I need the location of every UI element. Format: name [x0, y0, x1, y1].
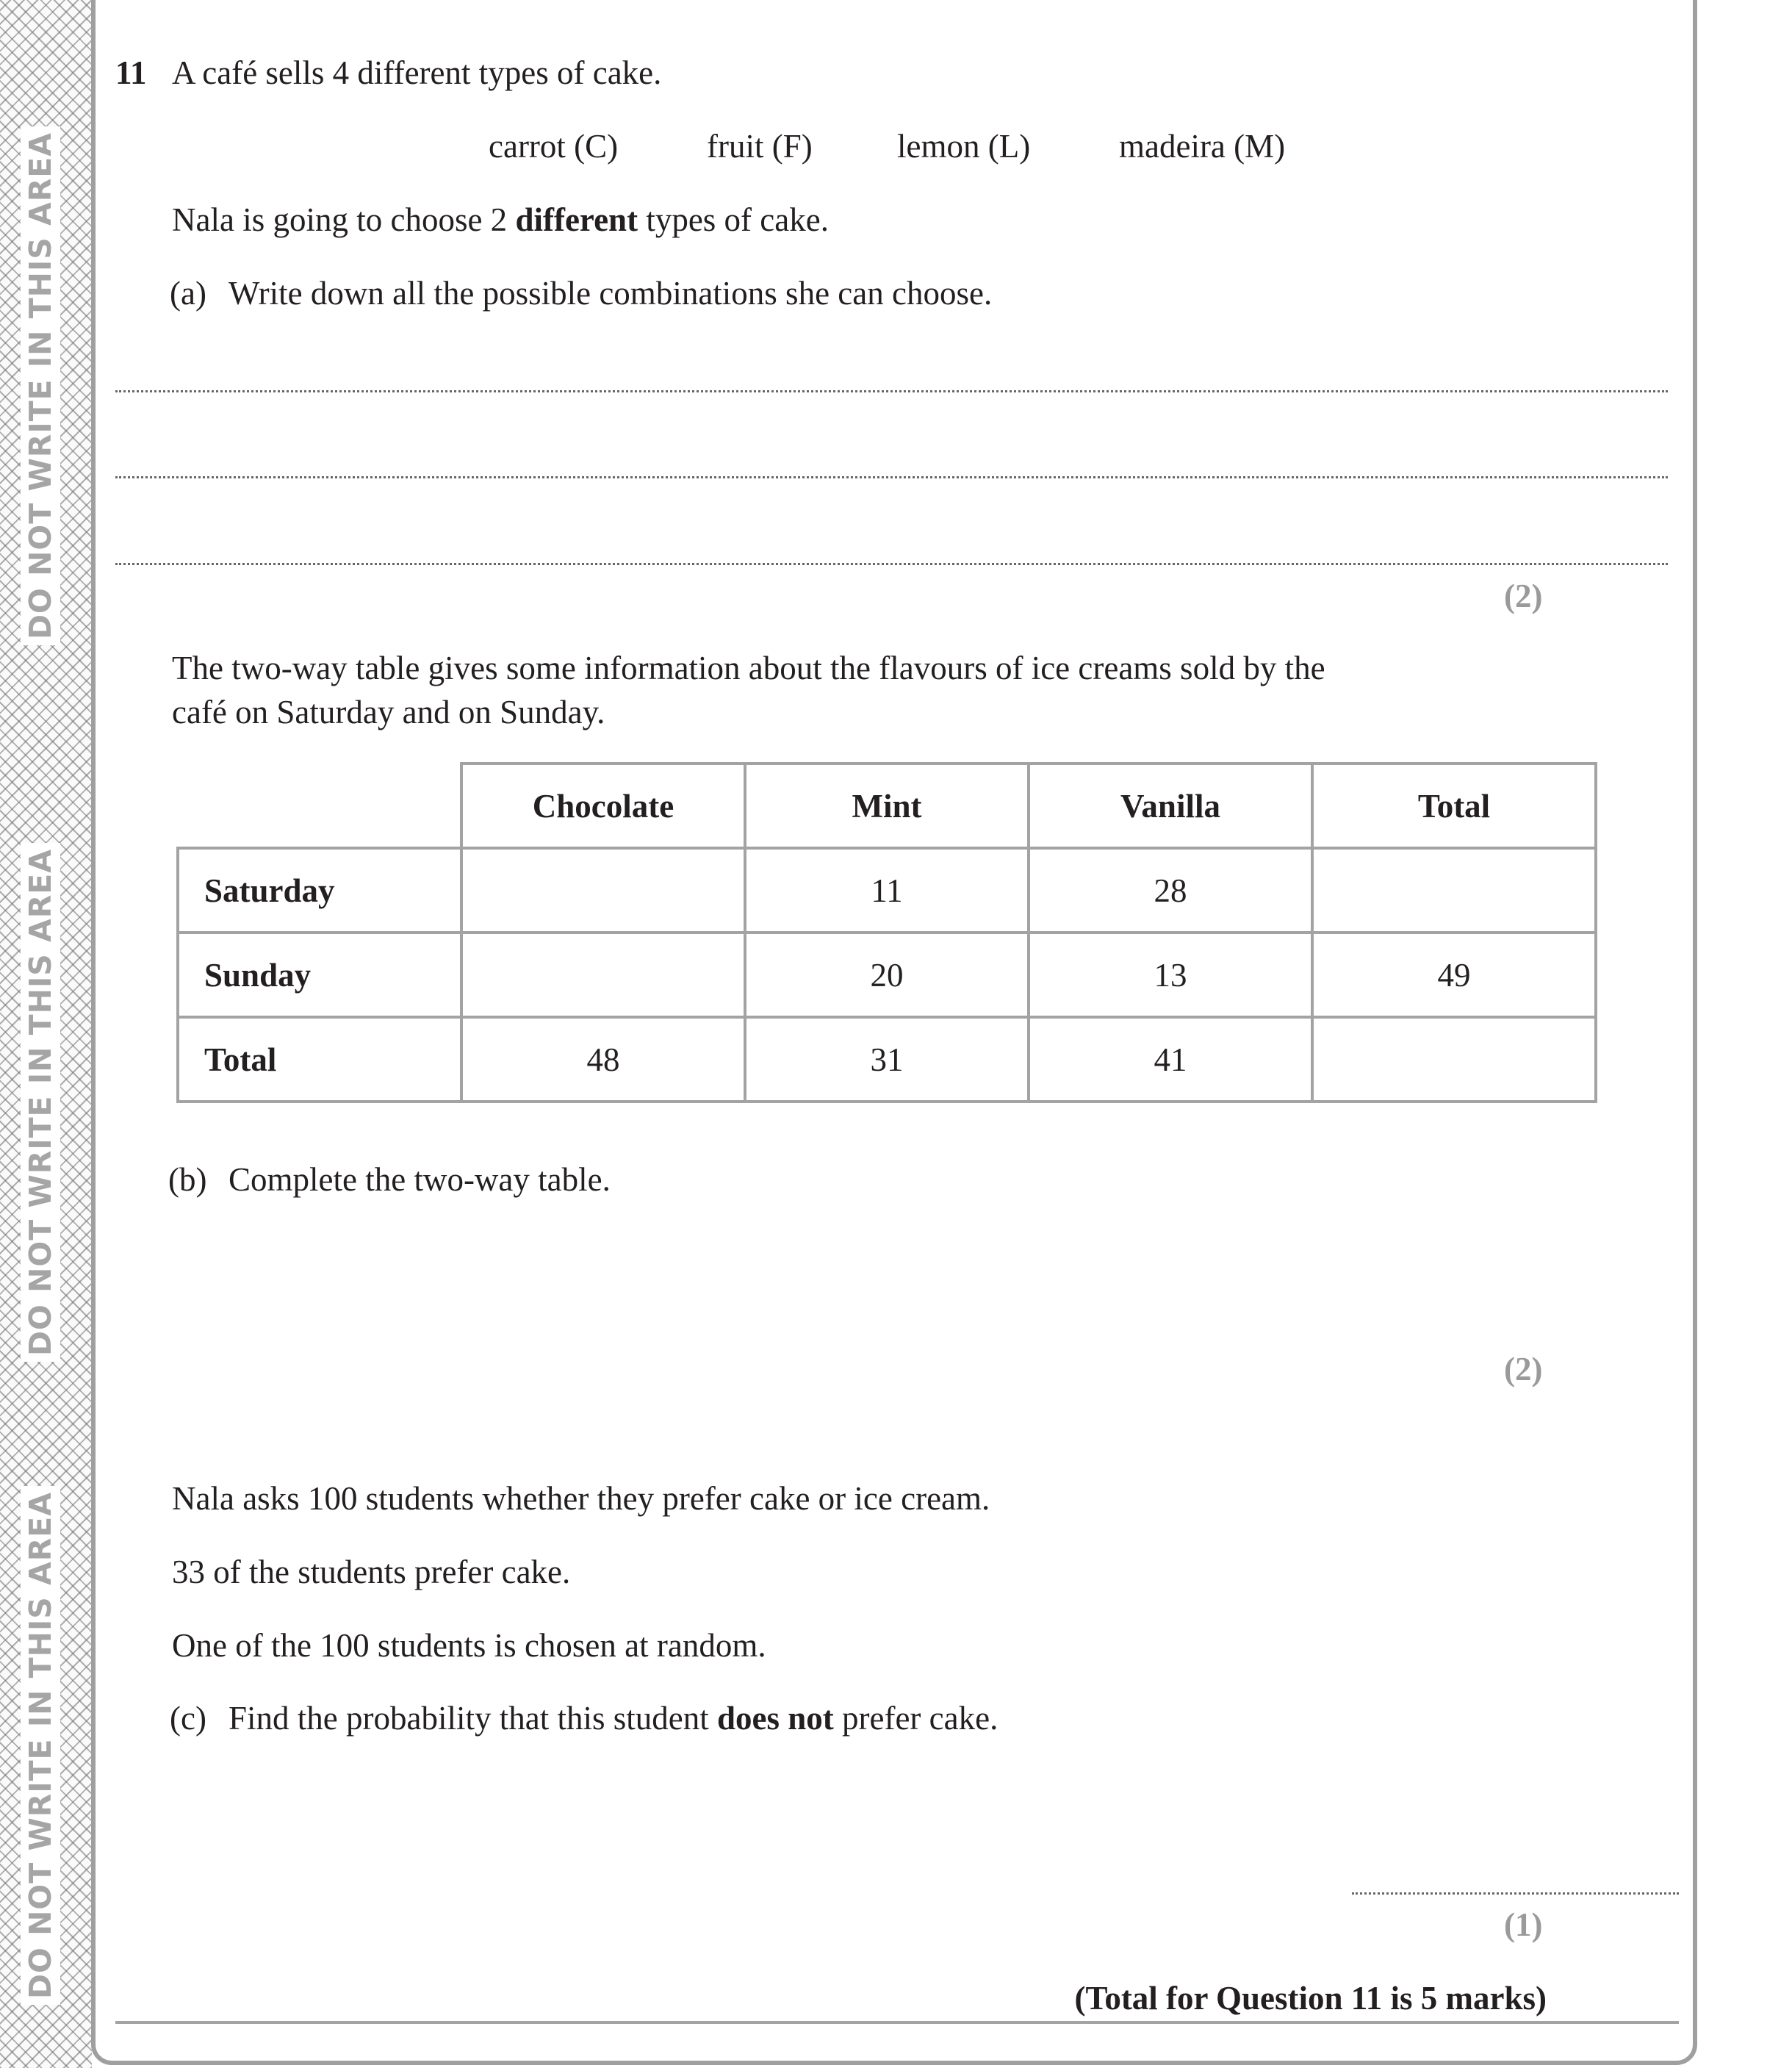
column-header: Mint — [745, 764, 1029, 848]
part-c-label: (c) — [170, 1700, 206, 1737]
table-row — [178, 933, 1596, 1017]
cake-option: madeira (M) — [1119, 128, 1286, 165]
answer-line[interactable] — [115, 563, 1668, 565]
question-intro: A café sells 4 different types of cake. — [172, 54, 662, 91]
margin-warning-bottom: DO NOT WRITE IN THIS AREA — [21, 1486, 60, 2005]
answer-line[interactable] — [1352, 1892, 1679, 1895]
question-total: (Total for Question 11 is 5 marks) — [1074, 1980, 1547, 2017]
table-cell: 11 — [745, 848, 1029, 933]
part-a-label: (a) — [170, 275, 206, 312]
table-row — [178, 848, 1596, 933]
table-intro-line-2: café on Saturday and on Sunday. — [172, 694, 605, 730]
table-cell: 48 — [461, 1017, 745, 1102]
answer-line[interactable] — [115, 476, 1668, 478]
table-cell: 41 — [1029, 1017, 1312, 1102]
two-way-table — [176, 762, 1597, 1103]
part-b-marks: (2) — [1504, 1351, 1543, 1387]
question-number: 11 — [115, 54, 147, 91]
part-b-text: Complete the two-way table. — [229, 1161, 611, 1198]
choose-sentence: Nala is going to choose 2 different types of cake. — [172, 201, 829, 238]
part-c-text: Find the probability that this student does not prefer cake. — [229, 1700, 998, 1737]
column-header: Vanilla — [1029, 764, 1312, 848]
survey-line-1: Nala asks 100 students whether they prefer cake or ice cream. — [172, 1480, 990, 1517]
table-header-row — [178, 764, 1596, 848]
table-cell: 20 — [745, 933, 1029, 1017]
table-cell: 31 — [745, 1017, 1029, 1102]
survey-line-3: One of the 100 students is chosen at random. — [172, 1627, 766, 1664]
table-cell-answer[interactable] — [1312, 848, 1596, 933]
table-cell: 13 — [1029, 933, 1312, 1017]
margin-warning-middle: DO NOT WRITE IN THIS AREA — [21, 843, 60, 1362]
survey-line-2: 33 of the students prefer cake. — [172, 1554, 571, 1590]
table-cell: 28 — [1029, 848, 1312, 933]
table-corner — [178, 764, 461, 848]
table-row — [178, 1017, 1596, 1102]
part-a-text: Write down all the possible combinations she can choose. — [229, 275, 993, 312]
table-cell-answer[interactable] — [1312, 1017, 1596, 1102]
cake-option: carrot (C) — [489, 128, 619, 165]
part-b-label: (b) — [168, 1161, 207, 1198]
cake-option: lemon (L) — [897, 128, 1031, 165]
row-header: Saturday — [178, 848, 461, 933]
row-header: Sunday — [178, 933, 461, 1017]
part-a-marks: (2) — [1504, 578, 1543, 614]
table-cell-answer[interactable] — [461, 848, 745, 933]
row-header: Total — [178, 1017, 461, 1102]
part-c-marks: (1) — [1504, 1906, 1543, 1943]
question-end-rule — [115, 2021, 1679, 2024]
table-intro-line-1: The two-way table gives some information about the flavours of ice creams sold by the — [172, 650, 1325, 686]
table-cell: 49 — [1312, 933, 1596, 1017]
column-header: Total — [1312, 764, 1596, 848]
cake-option: fruit (F) — [707, 128, 813, 165]
margin-warning-top: DO NOT WRITE IN THIS AREA — [21, 126, 60, 645]
answer-line[interactable] — [115, 390, 1668, 392]
table-cell-answer[interactable] — [461, 933, 745, 1017]
column-header: Chocolate — [461, 764, 745, 848]
